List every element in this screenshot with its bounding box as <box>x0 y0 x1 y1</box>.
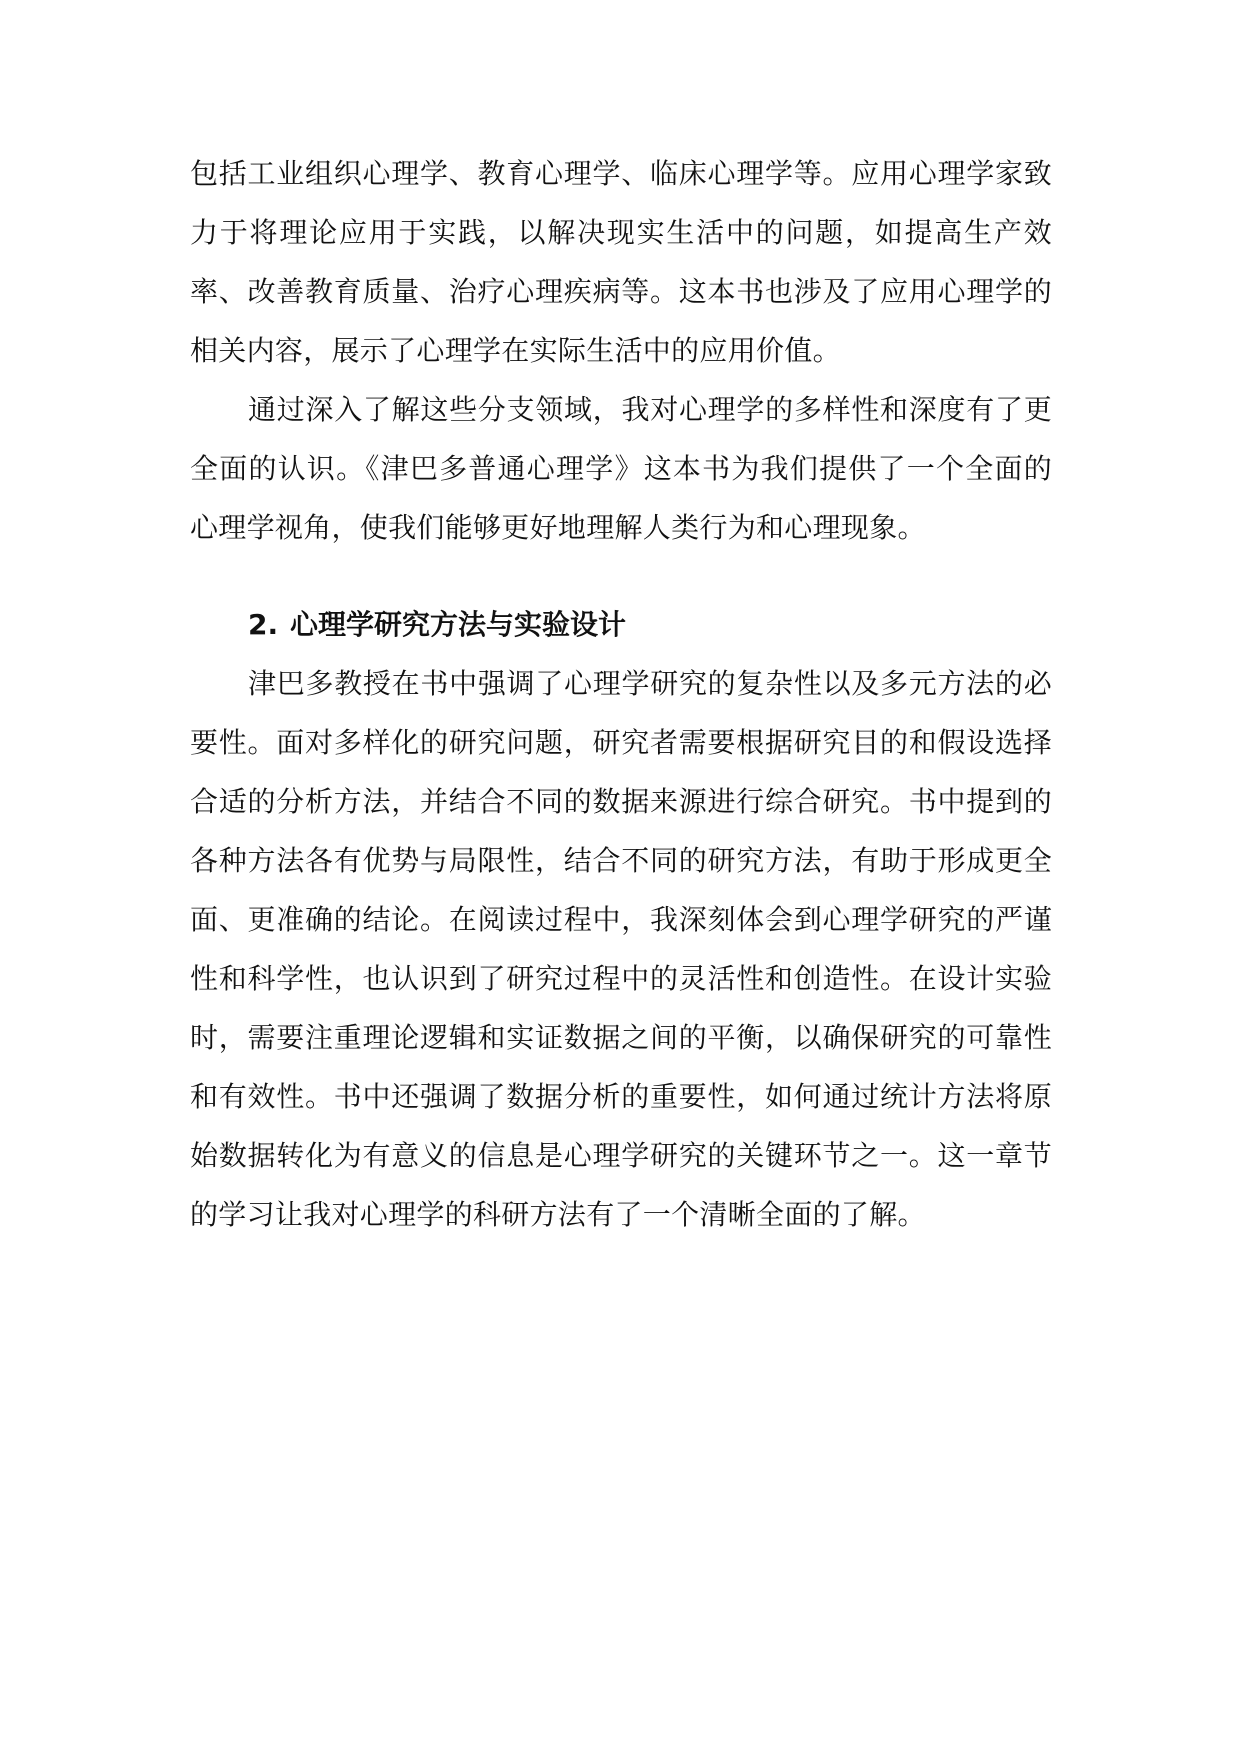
section-title: 心理学研究方法与实验设计 <box>290 608 627 641</box>
section-number: 2. <box>248 608 279 641</box>
section-heading <box>190 595 1052 654</box>
document-body <box>190 144 1052 1244</box>
paragraph-branch-summary: 通过深入了解这些分支领域，我对心理学的多样性和深度有了更全面的认识。《津巴多普通心理学》这本书为我们提供了一个全面的心理学视角，使我们能够更好地理解人类行为和心理现象。 <box>190 393 1052 544</box>
paragraph-research-methods: 津巴多教授在书中强调了心理学研究的复杂性以及多元方法的必要性。面对多样化的研究问题，研究者需要根据研究目的和假设选择合适的分析方法，并结合不同的数据来源进行综合研究。书中提到的各种方法各有优势与局限性，结合不同的研究方法，有助于形成更全面、更准确的结论。在阅读过程中，我深刻体会到心理学研究的严谨性和科学性，也认识到了研究过程中的灵活性和创造性。在设计实验时，需要注重理论逻辑和实证数据之间的平衡，以确保研究的可靠性和有效性。书中还强调了数据分析的重要性，如何通过统计方法将原始数据转化为有意义的信息是心理学研究的关键环节之一。这一章节的学习让我对心理学的科研方法有了一个清晰全面的了解。 <box>190 667 1052 1231</box>
paragraph-applied-psychology: 包括工业组织心理学、教育心理学、临床心理学等。应用心理学家致力于将理论应用于实践，以解决现实生活中的问题，如提高生产效率、改善教育质量、治疗心理疾病等。这本书也涉及了应用心理学的相关内容，展示了心理学在实际生活中的应用价值。 <box>190 157 1052 367</box>
